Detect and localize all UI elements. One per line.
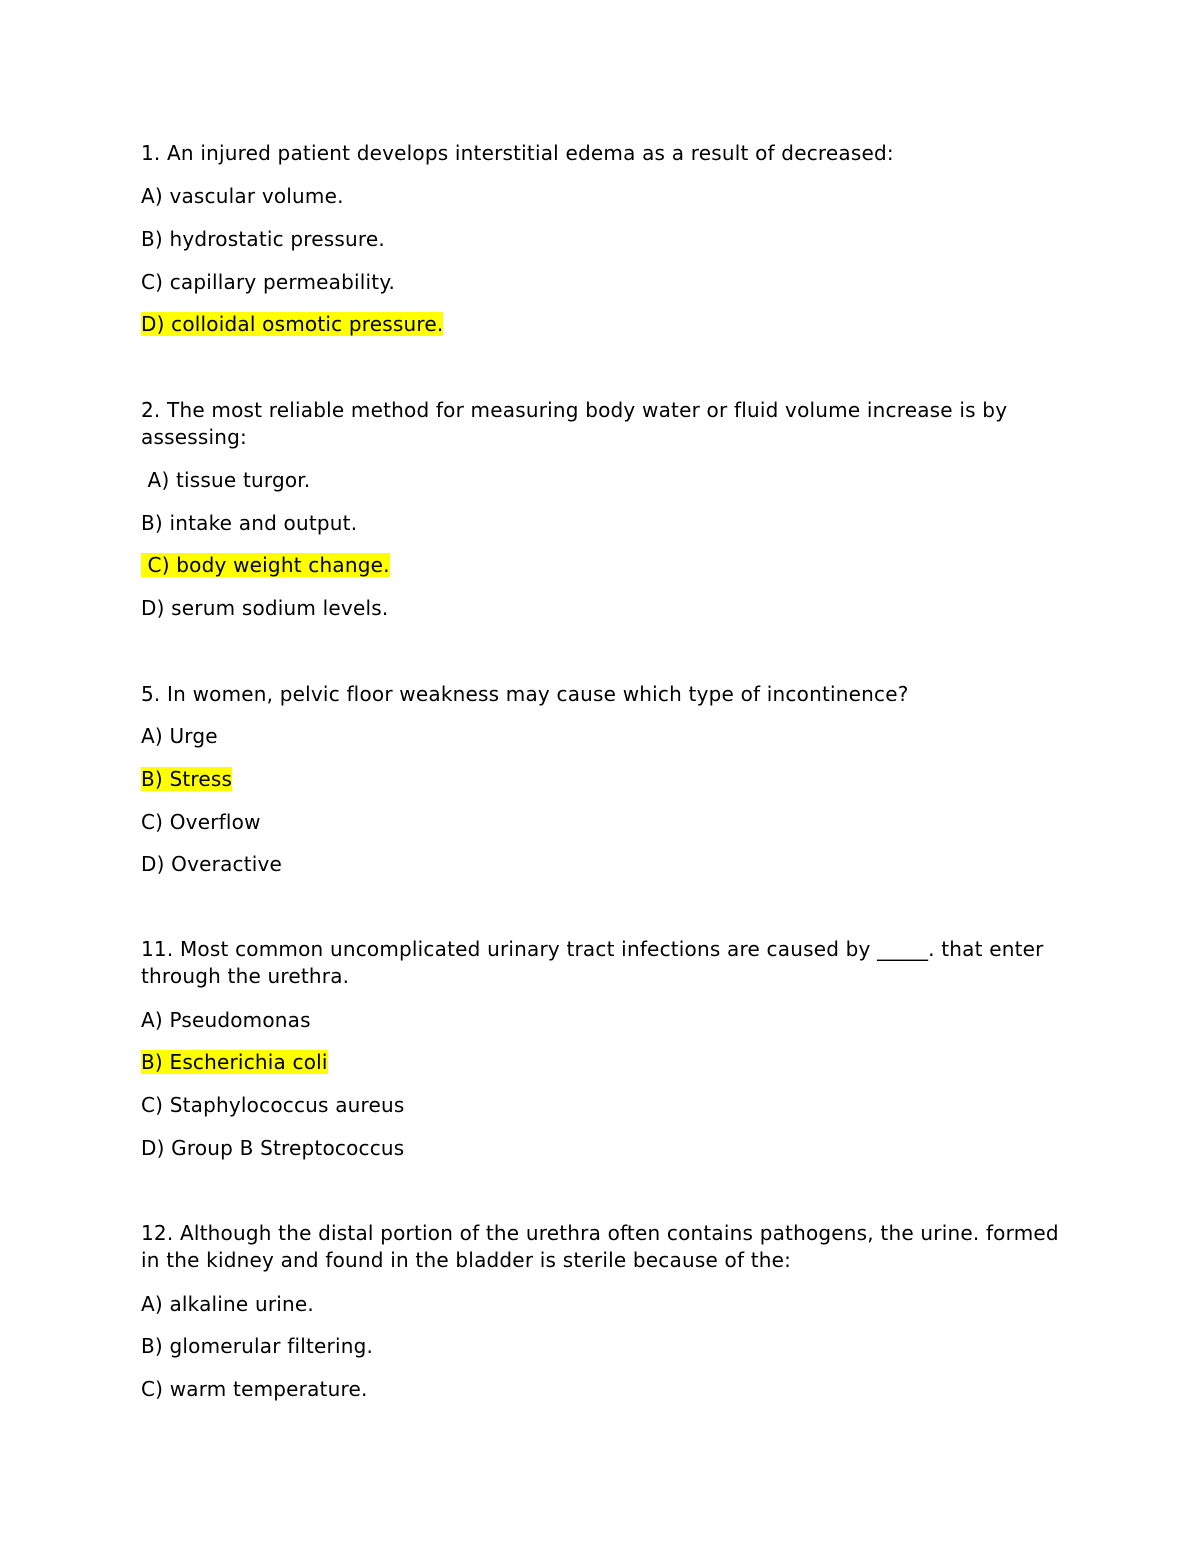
highlighted-answer: C) body weight change.	[141, 553, 390, 577]
question-1-option-a: A) vascular volume.	[141, 184, 344, 208]
question-2-option-b: B) intake and output.	[141, 511, 358, 535]
highlighted-answer: B) Stress	[141, 767, 233, 791]
highlighted-answer: D) colloidal osmotic pressure.	[141, 312, 444, 336]
question-1-text: 1. An injured patient develops interstitial edema as a result of decreased:	[141, 141, 894, 165]
question-5-option-d: D) Overactive	[141, 852, 283, 876]
question-12-option-a: A) alkaline urine.	[141, 1292, 314, 1316]
question-2-option-a: A) tissue turgor.	[141, 468, 311, 492]
question-5-text: 5. In women, pelvic floor weakness may cause which type of incontinence?	[141, 682, 909, 706]
question-1-option-b: B) hydrostatic pressure.	[141, 227, 385, 251]
question-2-option-c	[141, 552, 390, 579]
question-12-option-c: C) warm temperature.	[141, 1377, 368, 1401]
question-5-option-c: C) Overflow	[141, 810, 261, 834]
question-11-option-c: C) Staphylococcus aureus	[141, 1093, 405, 1117]
question-5-option-a: A) Urge	[141, 724, 218, 748]
question-2-text: 2. The most reliable method for measuring body water or fluid volume increase is by assessing:	[141, 398, 1008, 449]
question-1-option-d	[141, 311, 443, 338]
question-5-option-b	[141, 766, 232, 793]
question-11-option-d: D) Group B Streptococcus	[141, 1136, 405, 1160]
question-11-text: 11. Most common uncomplicated urinary tract infections are caused by _____. that enter through the urethra.	[141, 937, 1044, 988]
question-11-option-a: A) Pseudomonas	[141, 1008, 311, 1032]
question-12-option-b: B) glomerular filtering.	[141, 1334, 374, 1358]
question-1-option-c: C) capillary permeability.	[141, 270, 396, 294]
question-11-option-b	[141, 1049, 328, 1076]
highlighted-answer: B) Escherichia coli	[141, 1050, 328, 1074]
question-2-option-d: D) serum sodium levels.	[141, 596, 389, 620]
question-12-text: 12. Although the distal portion of the urethra often contains pathogens, the urine. formed in the kidney and found in the bladder is sterile because of the:	[141, 1221, 1059, 1272]
